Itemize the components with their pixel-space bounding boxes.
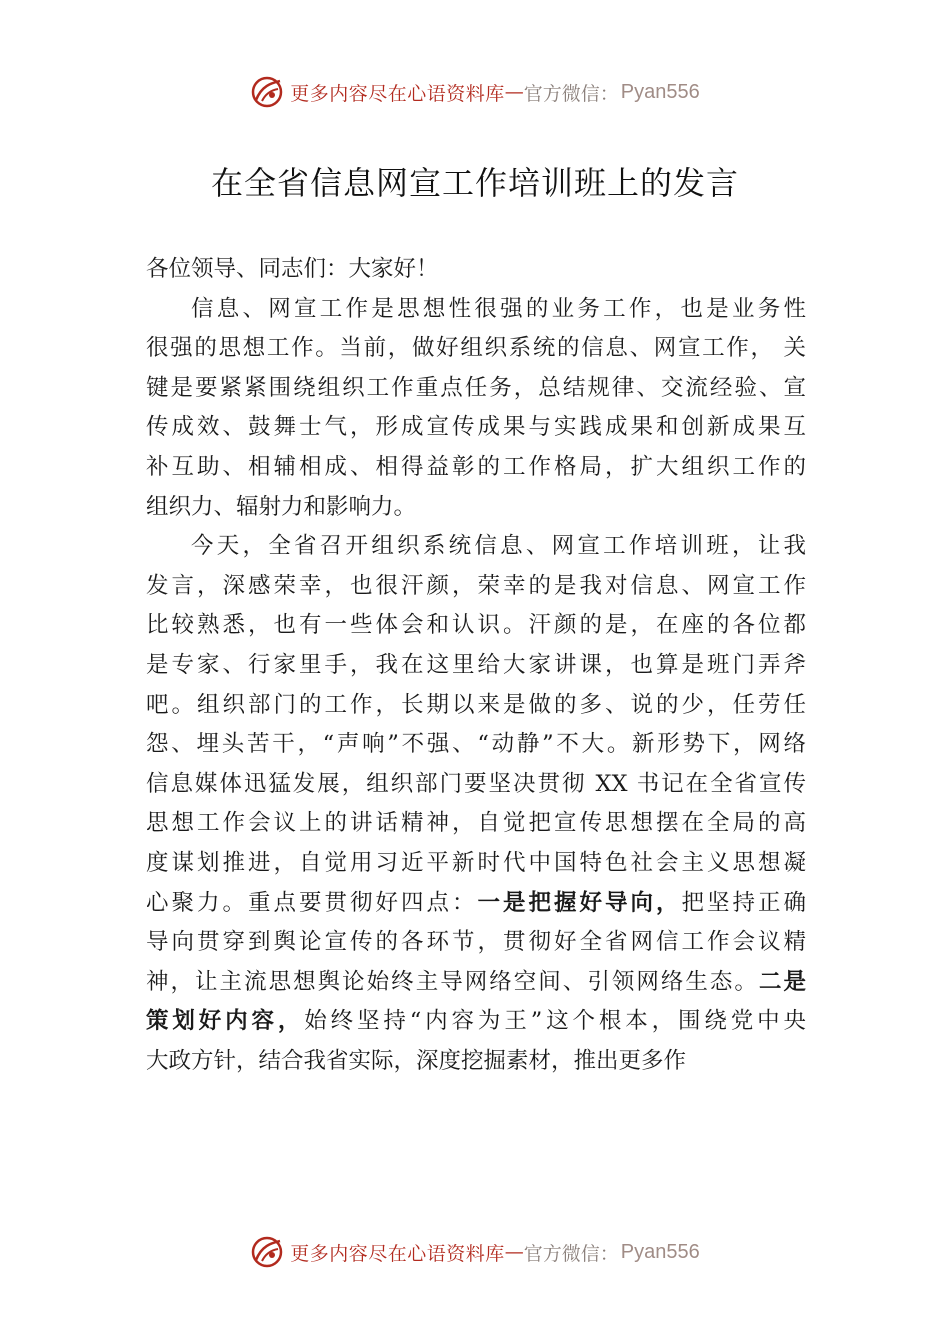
paragraph-2-line: 今天，全省召开组织系统信息、网宣工作培训班，让我 <box>191 533 806 560</box>
banner-wechat-id: Pyan556 <box>620 80 700 103</box>
paragraph-2-line <box>146 1002 806 1042</box>
text-run: 神，让主流思想舆论始终主导网络空间、引领网络生态。 <box>146 968 759 995</box>
paragraph-1-line: 传成效、鼓舞士气，形成宣传成果与实践成果和创新成果互 <box>146 414 806 441</box>
paragraph-2-line: 比较熟悉，也有一些体会和认识。汗颜的是，在座的各位都 <box>146 612 806 639</box>
banner-official-label: 官方微信： <box>523 1242 619 1265</box>
bold-point-two-end: 策划好内容， <box>146 1008 305 1035</box>
paragraph-2-line: 怨、埋头苦干，“声响”不强、“动静”不大。新形势下，网络 <box>146 731 806 758</box>
paragraph-2-line: 导向贯穿到舆论宣传的各环节，贯彻好全省网信工作会议精 <box>146 929 806 956</box>
paragraph-2-line: 思想工作会议上的讲话精神，自觉把宣传思想摆在全局的高 <box>146 810 806 837</box>
brand-logo-icon <box>250 75 284 109</box>
paragraph-1-line: 很强的思想工作。当前，做好组织系统的信息、网宣工作， 关 <box>146 335 806 362</box>
paragraph-1-line: 组织力、辐射力和影响力。 <box>146 493 417 520</box>
greeting-line: 各位领导、同志们：大家好！ <box>146 256 439 282</box>
bold-point-one: 一是把握好导向， <box>477 889 682 916</box>
brand-logo-icon <box>250 1235 284 1269</box>
text-run: 把坚持正确 <box>681 889 806 916</box>
banner-prefix: 更多内容尽在心语资料库 <box>290 82 505 105</box>
banner-official-label: 官方微信： <box>523 82 619 105</box>
banner-wechat-id: Pyan556 <box>620 1240 700 1263</box>
document-body <box>146 250 806 1081</box>
paragraph-2-line: 度谋划推进，自觉用习近平新时代中国特色社会主义思想凝 <box>146 849 806 876</box>
paragraph-2-line <box>146 963 806 1003</box>
banner-prefix: 更多内容尽在心语资料库 <box>290 1242 505 1265</box>
text-run: 始终坚持“内容为王”这个根本，围绕党中央 <box>304 1008 806 1035</box>
paragraph-2-line: 信息媒体迅猛发展，组织部门要坚决贯彻 XX 书记在全省宣传 <box>146 770 806 797</box>
paragraph-2-line: 发言，深感荣幸，也很汗颜，荣幸的是我对信息、网宣工作 <box>146 572 806 599</box>
paragraph-2-line <box>146 884 806 924</box>
paragraph-1-line: 键是要紧紧围绕组织工作重点任务，总结规律、交流经验、宣 <box>146 374 806 401</box>
banner-dash: — <box>504 81 524 103</box>
bold-point-two-start: 二是 <box>758 968 806 995</box>
paragraph-1-line: 信息、网宣工作是思想性很强的业务工作，也是业务性 <box>191 295 806 322</box>
paragraph-2-line: 是专家、行家里手，我在这里给大家讲课，也算是班门弄斧 <box>146 651 806 678</box>
paragraph-2-line: 吧。组织部门的工作，长期以来是做的多、说的少，任劳任 <box>146 691 806 718</box>
header-banner <box>0 72 950 112</box>
paragraph-2-line: 大政方针，结合我省实际，深度挖掘素材，推出更多作 <box>146 1047 687 1074</box>
document-title: 在全省信息网宣工作培训班上的发言 <box>210 164 739 202</box>
paragraph-1-line: 补互助、相辅相成、相得益彰的工作格局，扩大组织工作的 <box>146 453 806 480</box>
banner-dash: — <box>504 1241 524 1263</box>
footer-banner <box>0 1232 950 1272</box>
text-run: 心聚力。重点要贯彻好四点： <box>146 889 478 916</box>
